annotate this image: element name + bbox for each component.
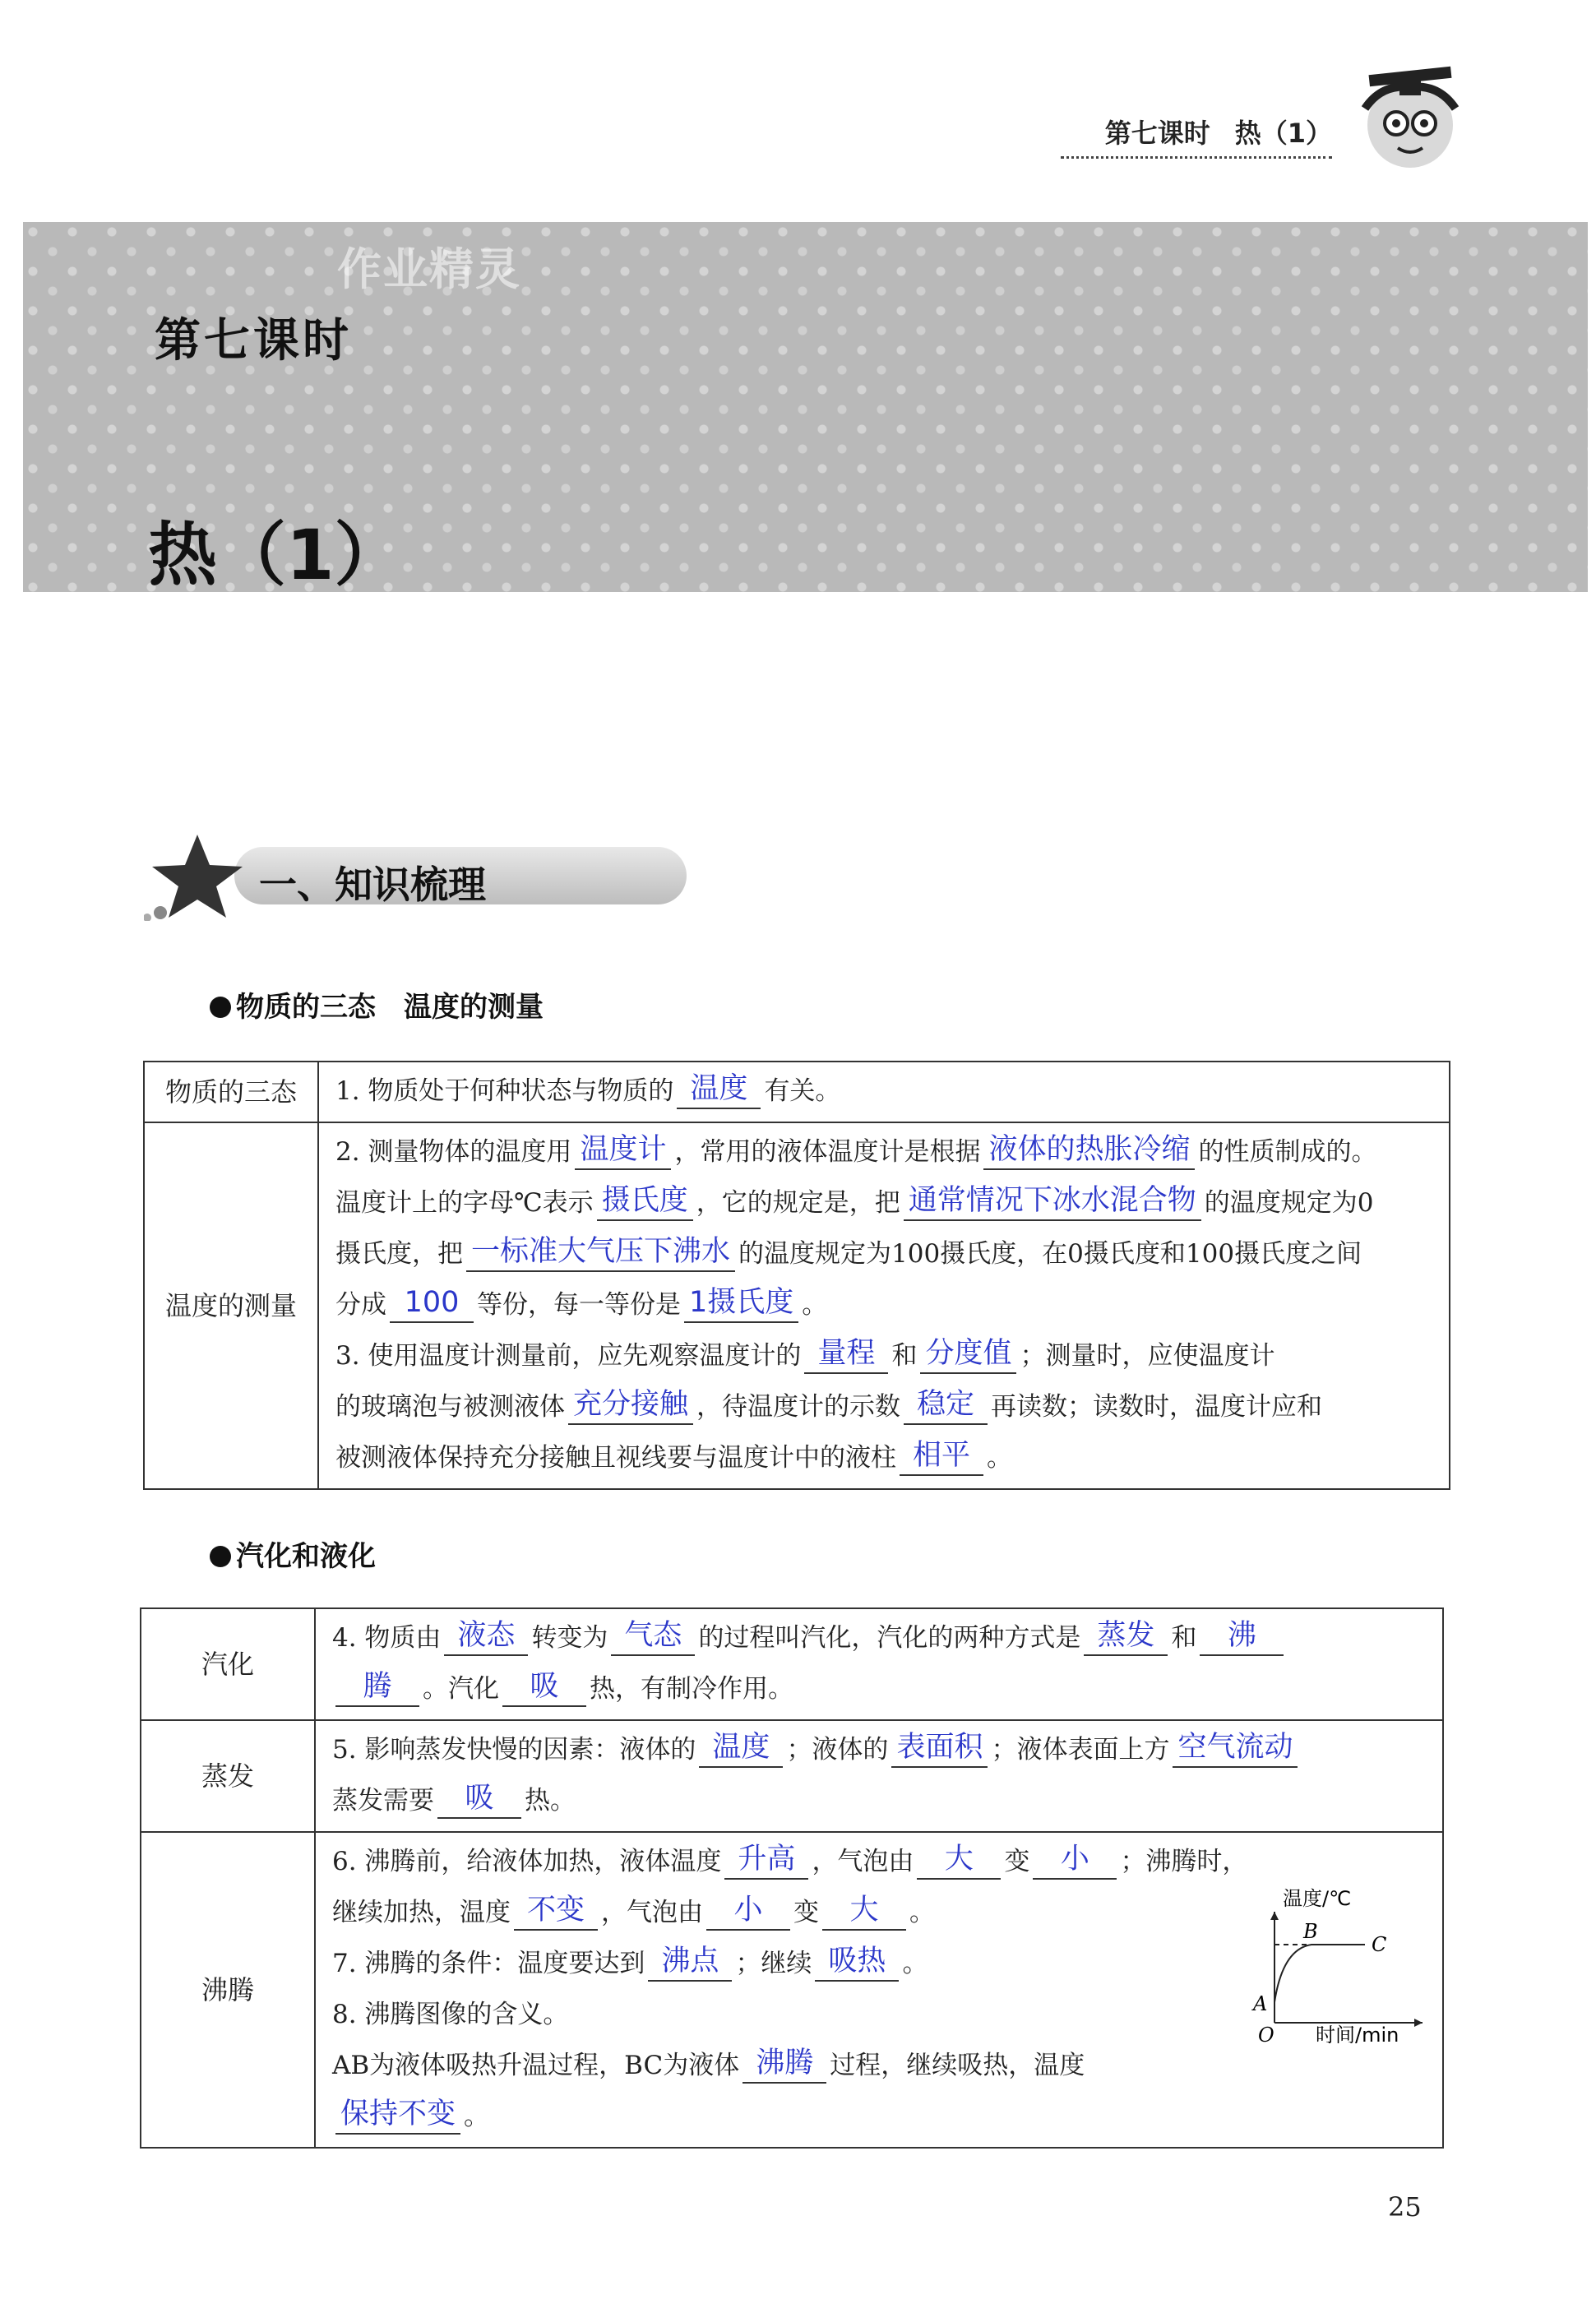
row-label: 蒸发 (141, 1720, 315, 1832)
star-icon (144, 830, 251, 921)
answer: 吸 (502, 1668, 586, 1707)
row-label: 汽化 (141, 1608, 315, 1720)
answer: 空气流动 (1173, 1728, 1298, 1768)
answer: 一标准大气压下沸水 (466, 1233, 735, 1272)
row-content: 6. 沸腾前，给液体加热，液体温度 升高 ，气泡由 大 变 小 ；沸腾时， 温度/℃ 时间/min O A B C 继续加热，温度 不变 ，气泡由 小 变 大 。 7. 沸腾的条件：温度要达到 沸点 ；继续 吸热 。 8. 沸腾图像的含义。 AB为液体吸热升温过程，BC为液体 沸腾 过程，继续吸热，温度 保持不变 。 (315, 1832, 1443, 2148)
bullet-icon (210, 1546, 231, 1567)
student-mascot-icon (1357, 59, 1464, 174)
row-content: 1. 物质处于何种状态与物质的 温度 有关。 (318, 1062, 1450, 1122)
answer: 液体的热胀冷缩 (983, 1131, 1195, 1170)
graph-point-a: A (1253, 1992, 1268, 2015)
answer: 通常情况下冰水混合物 (904, 1182, 1201, 1221)
row-content: 4. 物质由 液态 转变为 气态 的过程叫汽化，汽化的两种方式是 蒸发 和 沸 腾 。汽化 吸 热，有制冷作用。 (315, 1608, 1443, 1720)
lesson-number: 第七课时 (155, 314, 352, 368)
answer: 稳定 (904, 1385, 988, 1425)
row-content: 2. 测量物体的温度用 温度计 ，常用的液体温度计是根据 液体的热胀冷缩 的性质制成的。 温度计上的字母℃表示 摄氏度 ，它的规定是，把 通常情况下冰水混合物 的温度规定为0 摄氏度，把 一标准大气压下沸水 的温度规定为100摄氏度，在0摄氏度和100摄氏度之间 分成 100 等份，每一等份是 1摄氏度 。 3. 使用温度计测量前，应先观察温度计的 量程 和 分度值 ；测量时，应使温度计 的玻璃泡与被测液体 充分接触 ，待温度计的示数 稳定 再读数；读数时，温度计应和 被测液体保持充分接触且视线要与温度计中的液柱 相平 。 (318, 1122, 1450, 1489)
header-topic: 热（1） (1234, 118, 1332, 149)
answer: 小 (1033, 1840, 1117, 1880)
answer: 蒸发 (1084, 1617, 1168, 1656)
table-row (141, 1720, 1443, 1832)
table-vaporization (140, 1607, 1444, 2149)
answer: 100 (390, 1284, 474, 1323)
subhead-vaporization-text: 汽化和液化 (236, 1540, 376, 1573)
watermark-logo: 作业精灵 (337, 243, 521, 295)
answer: 沸腾 (742, 2044, 826, 2084)
page-number: 25 (1388, 2191, 1422, 2223)
answer: 腾 (335, 1668, 419, 1707)
graph-origin: O (1258, 2024, 1274, 2043)
answer: 吸热 (815, 1942, 899, 1982)
boiling-graph (1250, 1887, 1431, 2043)
answer: 大 (917, 1840, 1001, 1880)
answer: 保持不变 (335, 2095, 460, 2135)
table-row (144, 1062, 1450, 1122)
row-content: 5. 影响蒸发快慢的因素：液体的 温度 ；液体的 表面积 ；液体表面上方 空气流动 蒸发需要 吸 热。 (315, 1720, 1443, 1832)
bullet-icon (210, 997, 231, 1018)
answer: 气态 (611, 1617, 695, 1656)
section-title: 一、知识梳理 (259, 863, 486, 907)
table-row (141, 1832, 1443, 2148)
answer: 温度 (699, 1728, 783, 1768)
answer: 不变 (514, 1891, 598, 1931)
answer: 相平 (900, 1436, 983, 1476)
answer: 液态 (444, 1617, 528, 1656)
row-label: 物质的三态 (144, 1062, 318, 1122)
answer: 分度值 (920, 1335, 1016, 1374)
graph-point-c: C (1372, 1933, 1387, 1956)
answer: 量程 (804, 1335, 888, 1374)
table-row (141, 1608, 1443, 1720)
answer: 表面积 (891, 1728, 988, 1768)
section-heading (144, 830, 555, 921)
answer: 温度 (677, 1070, 761, 1109)
graph-point-b: B (1303, 1920, 1318, 1943)
subhead-states-text: 物质的三态 温度的测量 (236, 991, 544, 1024)
subhead-vaporization (210, 1533, 376, 1574)
row-label: 温度的测量 (144, 1122, 318, 1489)
row-label: 沸腾 (141, 1832, 315, 2148)
graph-xlabel: 时间/min (1316, 2024, 1399, 2043)
table-states-temperature (143, 1061, 1450, 1490)
answer: 1摄氏度 (684, 1284, 798, 1323)
answer: 沸点 (648, 1942, 732, 1982)
table-row (144, 1122, 1450, 1489)
graph-ylabel: 温度/℃ (1283, 1887, 1352, 1910)
answer: 大 (822, 1891, 906, 1931)
lesson-title: 热（1） (148, 515, 404, 595)
answer: 温度计 (575, 1131, 671, 1170)
answer: 小 (706, 1891, 790, 1931)
answer: 吸 (437, 1779, 521, 1819)
header-lesson: 第七课时 (1104, 118, 1210, 149)
running-header (1061, 107, 1332, 159)
answer: 摄氏度 (597, 1182, 693, 1221)
answer: 沸 (1200, 1617, 1284, 1656)
answer: 升高 (724, 1840, 808, 1880)
answer: 充分接触 (568, 1385, 693, 1425)
subhead-states (210, 984, 544, 1025)
